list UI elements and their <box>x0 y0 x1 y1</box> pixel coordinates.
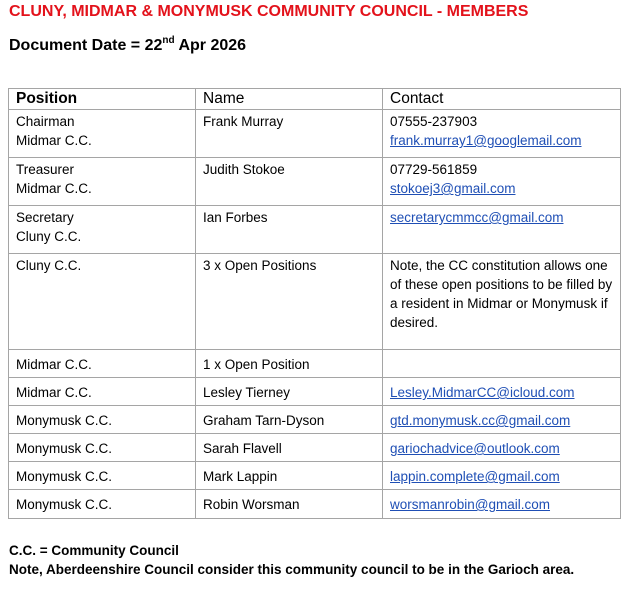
position-text: Secretary <box>16 210 74 225</box>
name-cell <box>196 158 383 206</box>
name-cell <box>196 254 383 350</box>
members-table-body <box>9 110 621 519</box>
email-link[interactable]: worsmanrobin@gmail.com <box>390 497 551 512</box>
phone-number: 07729-561859 <box>390 162 478 177</box>
position-cell <box>9 254 196 350</box>
email-line <box>390 467 620 486</box>
name-cell <box>196 490 383 519</box>
table-row <box>9 406 621 434</box>
position-text: Monymusk C.C. <box>16 413 113 428</box>
email-line <box>390 383 620 402</box>
member-name: Ian Forbes <box>203 210 268 225</box>
position-text: Midmar C.C. <box>16 133 92 148</box>
header-contact: Contact <box>383 89 621 110</box>
contact-cell <box>383 406 621 434</box>
position-text: Midmar C.C. <box>16 385 92 400</box>
phone-number: 07555-237903 <box>390 114 478 129</box>
footer-notes <box>9 541 574 579</box>
member-name: Lesley Tierney <box>203 385 291 400</box>
position-cell <box>9 378 196 406</box>
members-table <box>8 88 621 519</box>
position-text: Monymusk C.C. <box>16 441 113 456</box>
email-line <box>390 131 620 150</box>
header-position: Position <box>9 89 196 110</box>
name-cell <box>196 462 383 490</box>
document-date-ordinal: nd <box>162 34 175 46</box>
position-cell <box>9 406 196 434</box>
contact-cell <box>383 350 621 378</box>
email-link[interactable]: lappin.complete@gmail.com <box>390 469 560 484</box>
email-link[interactable]: gariochadvice@outlook.com <box>390 441 560 456</box>
email-link[interactable]: frank.murray1@googlemail.com <box>390 133 582 148</box>
document-date-prefix: Document Date = 22 <box>9 37 163 54</box>
position-text: Monymusk C.C. <box>16 469 113 484</box>
position-cell <box>9 206 196 254</box>
footer-garioch-note: Note, Aberdeenshire Council consider this community council to be in the Garioch area. <box>9 562 575 577</box>
table-row <box>9 350 621 378</box>
member-name: 3 x Open Positions <box>203 258 317 273</box>
contact-note: Note, the CC constitution allows one of these open positions to be filled by a resident in Midmar or Monymusk if desired. <box>390 258 613 330</box>
table-row <box>9 378 621 406</box>
name-cell <box>196 378 383 406</box>
position-text: Midmar C.C. <box>16 357 92 372</box>
position-text: Treasurer <box>16 162 75 177</box>
contact-cell <box>383 254 621 350</box>
position-cell <box>9 490 196 519</box>
name-cell <box>196 350 383 378</box>
table-header-row <box>9 89 621 110</box>
name-cell <box>196 110 383 158</box>
position-text: Midmar C.C. <box>16 181 92 196</box>
email-line <box>390 495 620 514</box>
table-row <box>9 110 621 158</box>
position-cell <box>9 434 196 462</box>
position-cell <box>9 350 196 378</box>
contact-cell <box>383 378 621 406</box>
position-text: Monymusk C.C. <box>16 497 113 512</box>
member-name: Judith Stokoe <box>203 162 285 177</box>
member-name: 1 x Open Position <box>203 357 310 372</box>
email-link[interactable]: gtd.monymusk.cc@gmail.com <box>390 413 571 428</box>
position-cell <box>9 462 196 490</box>
member-name: Sarah Flavell <box>203 441 282 456</box>
email-line <box>390 411 620 430</box>
name-cell <box>196 434 383 462</box>
member-name: Graham Tarn-Dyson <box>203 413 325 428</box>
position-cell <box>9 158 196 206</box>
email-line <box>390 208 620 227</box>
email-line <box>390 439 620 458</box>
position-text: Chairman <box>16 114 75 129</box>
table-row <box>9 434 621 462</box>
table-row <box>9 490 621 519</box>
table-row <box>9 462 621 490</box>
header-name: Name <box>196 89 383 110</box>
contact-cell <box>383 158 621 206</box>
email-line <box>390 179 620 198</box>
contact-cell <box>383 206 621 254</box>
email-link[interactable]: stokoej3@gmail.com <box>390 181 516 196</box>
email-link[interactable]: Lesley.MidmarCC@icloud.com <box>390 385 575 400</box>
document-date <box>9 34 247 55</box>
page-title: CLUNY, MIDMAR & MONYMUSK COMMUNITY COUNCIL - MEMBERS <box>9 3 529 20</box>
email-link[interactable]: secretarycmmcc@gmail.com <box>390 210 564 225</box>
document-date-rest: Apr 2026 <box>174 37 247 54</box>
position-cell <box>9 110 196 158</box>
footer-abbreviation: C.C. = Community Council <box>9 543 179 558</box>
contact-cell <box>383 490 621 519</box>
member-name: Mark Lappin <box>203 469 278 484</box>
name-cell <box>196 206 383 254</box>
table-row <box>9 254 621 350</box>
member-name: Robin Worsman <box>203 497 300 512</box>
contact-cell <box>383 462 621 490</box>
position-text: Cluny C.C. <box>16 229 82 244</box>
contact-cell <box>383 110 621 158</box>
table-row <box>9 158 621 206</box>
position-text: Cluny C.C. <box>16 258 82 273</box>
contact-cell <box>383 434 621 462</box>
name-cell <box>196 406 383 434</box>
member-name: Frank Murray <box>203 114 284 129</box>
table-row <box>9 206 621 254</box>
